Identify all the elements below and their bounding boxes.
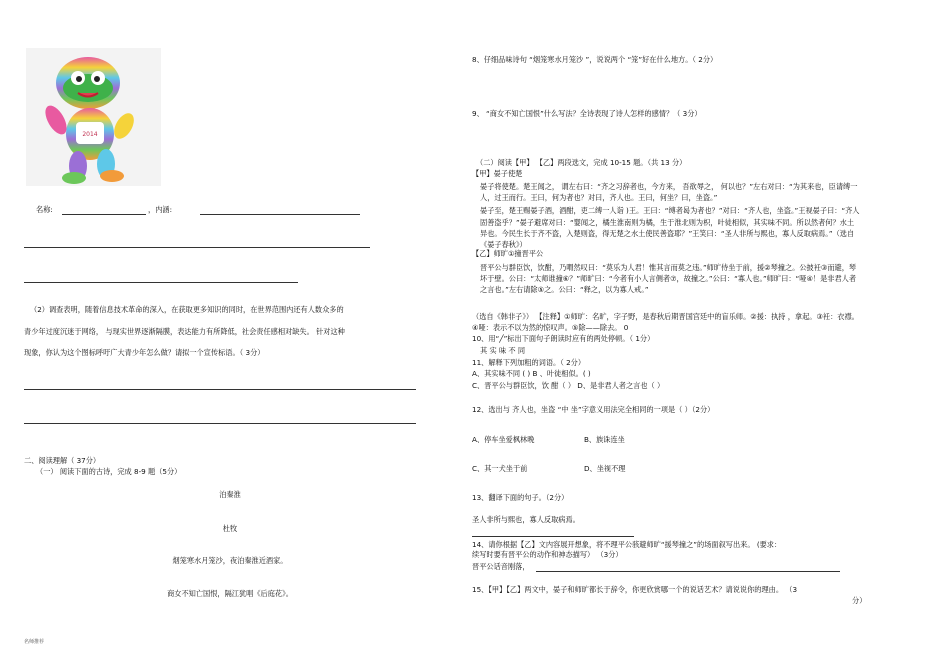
answer-line[interactable]: [24, 423, 416, 424]
q12-option-d[interactable]: D、坐视不理: [584, 464, 626, 473]
name-blank[interactable]: [62, 214, 146, 215]
passage-paragraph: 晋平公与群臣饮，饮酣，乃喟然叹曰：“莫乐为人君！惟其言而莫之违。”师旷侍坐于前，援②琴撞之。公披衽③而避，琴坏于壁。公曰：“太师谁撞⑥？”师旷曰：“今者有小人言侧者⑦，故撞之。”公曰：“寡人也。”师旷曰：“哑④！是非君人者之言也。”左右请除⑤之。公曰：“释之，以为寡人戒。”: [480, 263, 857, 295]
svg-text:2014: 2014: [82, 131, 98, 138]
poem-title: 泊秦淮: [219, 490, 241, 499]
q2-text: 青少年过度沉迷于网络， 与现实世界逐渐隔膜，表达能力有所降低，社会责任感相对缺失。 针对这种: [24, 327, 345, 336]
q12-option-b[interactable]: B、族诛连坐: [584, 435, 625, 444]
passage-note: （选自《韩非子》） 【注释】①师旷：名旷，字子野，是春秋后期晋国宫廷中的盲乐师。②援：执持 ，拿起。③衽：衣襟。④哑：表示不以为然的惊叹声。⑤除——除去。 0: [472, 312, 859, 333]
passage-yi: [480, 262, 860, 298]
poem-line: 商女不知亡国恨，隔江犹唱《后庭花》。: [167, 589, 293, 598]
q11-option: A、其实味不同 ( ) B 、叶徒相似。( ): [472, 369, 591, 378]
subsection-heading: （二）阅读【甲】 【乙】两段选文，完成 10-15 题。（共 13 分）: [476, 158, 687, 167]
q11-option: C、晋平公与群臣饮，饮 酣（ ） D、是非君人者之言也（ ）: [472, 381, 665, 390]
question-14: 续写时要有晋平公的动作和神态描写） （3分）: [472, 550, 623, 559]
answer-line[interactable]: [24, 247, 370, 248]
question-14: 14、请你根据【乙】文内容展开想象，将不理平公骇避师旷“援琴撞之”的场面叙写出来。 (要求：: [472, 540, 782, 549]
footer-note: 名师推荐: [24, 639, 45, 645]
question-13: 13、翻译下面的句子。（2分）: [472, 493, 569, 502]
name-label: 名称:: [36, 205, 53, 214]
subsection-heading: （一） 阅读下面的古诗，完成 8-9 题（5分）: [36, 467, 182, 476]
q12-option-c[interactable]: C、其一犬坐于前: [472, 464, 528, 473]
question-15-score: 分）: [852, 596, 867, 605]
question-14-start: 晋平公话音刚落，: [472, 562, 530, 571]
q13-sentence: 圣人非所与熙也，寡人反取病焉。: [472, 515, 580, 524]
passage-title: 【甲】晏子使楚: [472, 169, 523, 178]
question-9: 9、 “商女不知亡国恨”什么写法？全诗表现了诗人怎样的感情？（ 3分）: [472, 109, 702, 118]
mascot-image: [26, 48, 161, 186]
question-11: 11、解释下列加粗的词语。（ 2分）: [472, 358, 586, 367]
question-15: 15、【甲】【乙】两文中，晏子和师旷都长于辞令，你更欣赏哪一个的说话艺术？请说说你的理由。 （3: [472, 585, 798, 594]
answer-line[interactable]: [24, 282, 298, 283]
question-8: 8、仔细品味诗句 “烟笼寒水月笼沙 ”，说说两个 “笼”好在什么地方。（ 2分）: [472, 55, 718, 64]
passage-paragraph: 晏子将使楚。楚王闻之， 谓左右曰：“齐之习辞者也，今方来， 吾欲辱之， 何以也？”左右对曰：“为其来也，臣请缚一人，过王而行。王曰，何为者也？对曰，齐人也。王曰，何坐？曰，坐盗。”: [480, 182, 858, 203]
section-heading: 二、阅读理解（ 37分）: [24, 456, 101, 465]
q2-text: 现象，你认为这个图标呼吁广大青少年怎么做？请拟一个宣传标语。（ 3分）: [24, 348, 265, 357]
answer-line[interactable]: [472, 536, 634, 537]
meaning-blank[interactable]: [200, 214, 360, 215]
question-12: 12、选出与 齐人也，坐盗 “中 坐”字意义用法完全相同的一项是（ ）（2分）: [472, 405, 715, 414]
poem-author: 杜牧: [222, 524, 238, 533]
passage-paragraph: 晏子至，楚王赐晏子酒，酒酣，吏二缚一人诣 )王。王曰：“缚者曷为者也？”对曰：“齐人也，坐盗。”王视晏子曰：“齐人固善盗乎？”晏子避席对曰：“婴闻之，橘生淮南则为橘，生于淮北则为枳，叶徒相似，其实味不同。所以然者何？水土异也。今民生长于齐不盗，入楚则盗，得无楚之水土使民善盗耶？”王笑曰：“圣人非所与熙也，寡人反取病焉。”（选自《晏子春秋》）: [480, 206, 860, 250]
q12-option-a[interactable]: A、停车坐爱枫林晚: [472, 435, 535, 444]
question-10: 10、用“╱”标出下面句子朗读时应有的两处停顿。（ 1分）: [472, 334, 655, 343]
passage-jia: [480, 181, 860, 252]
q10-sentence: 其 实 味 不 同: [480, 346, 526, 355]
passage-title: 【乙】师旷①撞晋平公: [472, 249, 544, 258]
meaning-label: ，内涵:: [148, 205, 172, 214]
answer-line[interactable]: [24, 389, 416, 390]
q2-text: （2）调查表明，随着信息技术革命的深入，在获取更多知识的同时，在世界范围内还有人数众多的: [30, 305, 344, 314]
answer-line[interactable]: [536, 571, 840, 572]
poem-line: 烟笼寒水月笼沙，夜泊秦淮近酒家。: [172, 556, 288, 565]
